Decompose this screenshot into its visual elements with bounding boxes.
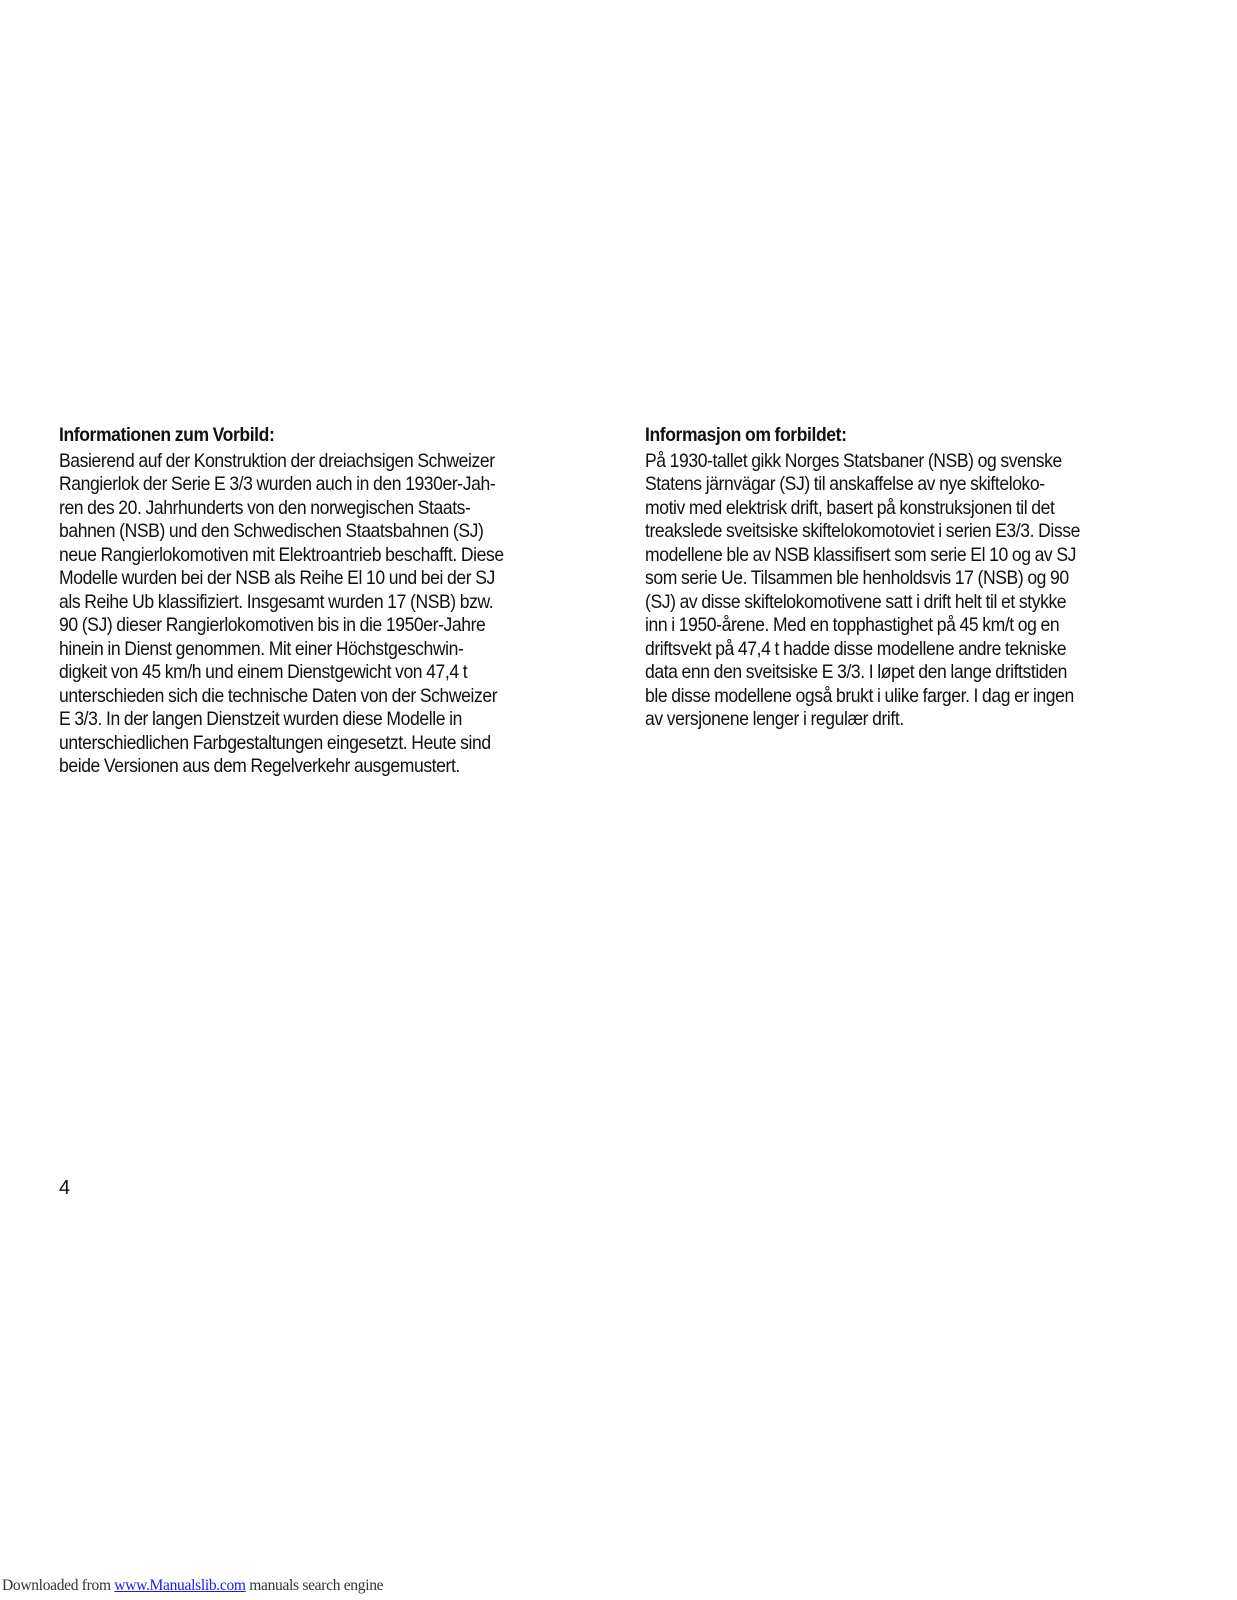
text-line: neue Rangierlokomotiven mit Elektroantrieb beschafft. Diese [59,543,504,566]
manualslib-link[interactable]: www.Manualslib.com [114,1577,246,1594]
norwegian-text-column [645,424,1167,732]
text-line: treakslede sveitsiske skiftelokomotoviet i serien E3/3. Disse [645,520,1080,542]
text-line: unterschiedlichen Farbgestaltungen eingesetzt. Heute sind [59,731,491,754]
german-heading: Informationen zum Vorbild: [59,424,275,446]
text-line: Modelle wurden bei der NSB als Reihe El 10 und bei der SJ [59,567,495,589]
text-line: beide Versionen aus dem Regelverkehr ausgemustert. [59,755,460,777]
text-line: digkeit von 45 km/h und einem Dienstgewicht von 47,4 t [59,661,468,683]
text-line: E 3/3. In der langen Dienstzeit wurden diese Modelle in [59,708,462,730]
footer-prefix: Downloaded from [2,1577,115,1594]
text-line: data enn den sveitsiske E 3/3. I løpet den lange driftstiden [645,661,1067,683]
text-line: av versjonene lenger i regulær drift. [645,708,904,730]
text-line: ble disse modellene også brukt i ulike farger. I dag er ingen [645,684,1074,707]
text-line: motiv med elektrisk drift, basert på konstruksjonen til det [645,496,1055,519]
text-line: bahnen (NSB) und den Schwedischen Staatsbahnen (SJ) [59,520,484,542]
text-line: inn i 1950-årene. Med en topphastighet på 45 km/t og en [645,614,1060,636]
german-text-column [59,424,586,779]
text-line: ren des 20. Jahrhunderts von den norwegischen Staats- [59,496,471,519]
text-line: 90 (SJ) dieser Rangierlokomotiven bis in die 1950er-Jahre [59,614,486,636]
text-line: som serie Ue. Tilsammen ble henholdsvis 17 (NSB) og 90 [645,567,1069,589]
text-line: (SJ) av disse skiftelokomotivene satt i drift helt til et stykke [645,590,1067,613]
text-line: hinein in Dienst genommen. Mit einer Höchstgeschwin- [59,637,464,660]
german-body [59,450,586,779]
text-line: Rangierlok der Serie E 3/3 wurden auch in den 1930er-Jah- [59,473,496,495]
text-line: driftsvekt på 47,4 t hadde disse modellene andre tekniske [645,637,1067,660]
text-line: Statens järnvägar (SJ) til anskaffelse av nye skifteloko- [645,473,1045,495]
norwegian-heading: Informasjon om forbildet: [645,424,847,446]
text-line: als Reihe Ub klassifiziert. Insgesamt wurden 17 (NSB) bzw. [59,590,494,613]
footer-suffix: manuals search engine [245,1577,384,1594]
download-footer [2,1577,383,1595]
text-line: modellene ble av NSB klassifisert som serie El 10 og av SJ [645,543,1077,566]
text-line: På 1930-tallet gikk Norges Statsbaner (NSB) og svenske [645,449,1062,472]
text-line: Basierend auf der Konstruktion der dreiachsigen Schweizer [59,449,495,472]
norwegian-body [645,450,1167,732]
page-number: 4 [59,1177,71,1199]
text-line: unterschieden sich die technische Daten von der Schweizer [59,684,498,707]
